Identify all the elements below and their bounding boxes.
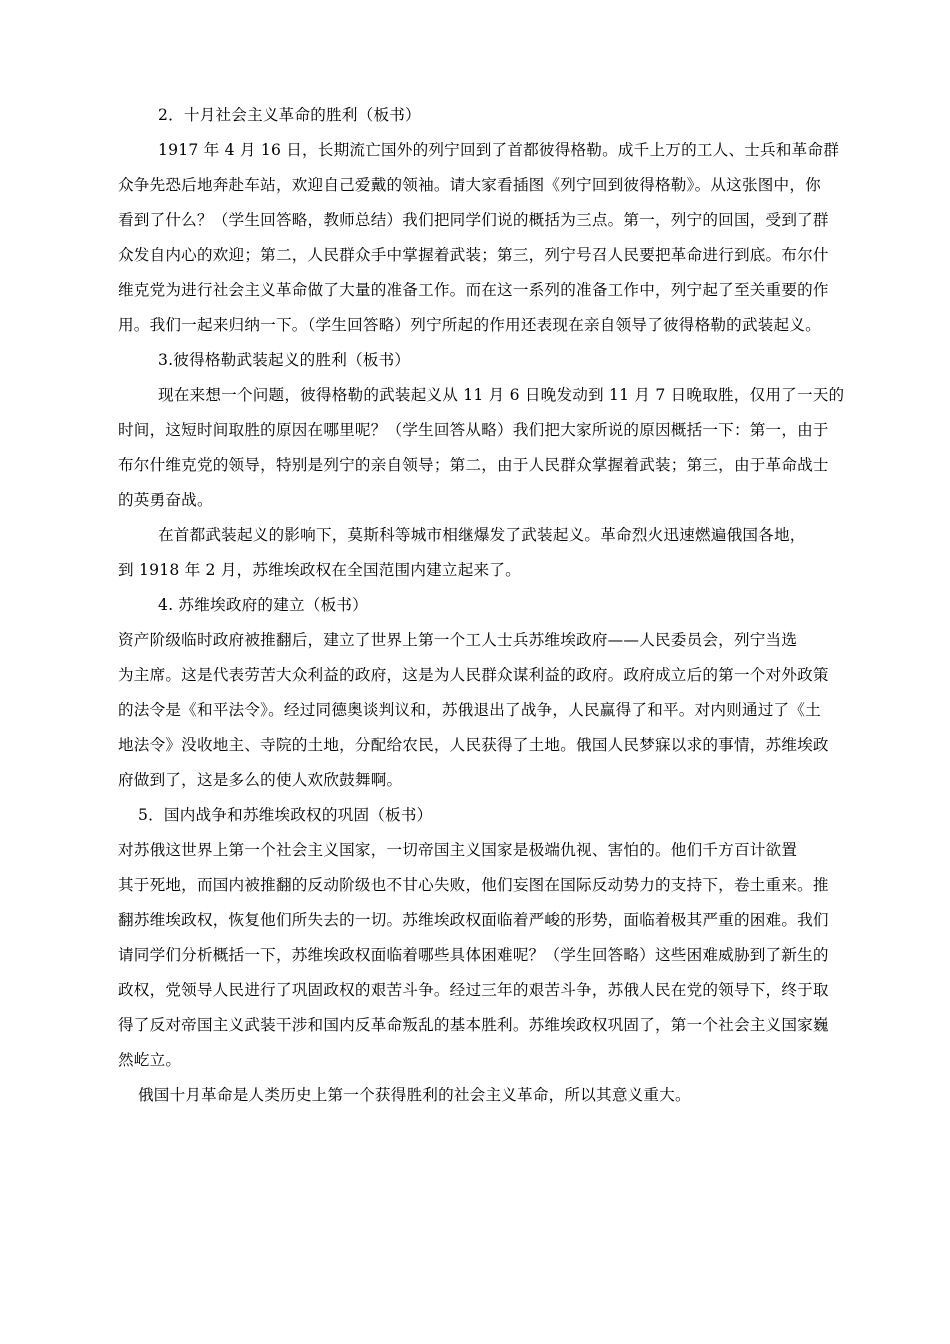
- paragraph-line: 对苏俄这世界上第一个社会主义国家，一切帝国主义国家是极端仇视、害怕的。他们千方百计欲置: [118, 841, 798, 859]
- paragraph-line: 得了反对帝国主义武装干涉和国内反革命叛乱的基本胜利。苏维埃政权巩固了，第一个社会主义国家巍: [118, 1016, 829, 1034]
- section-heading-2: 2．十月社会主义革命的胜利（板书）: [158, 106, 421, 124]
- paragraph-line: 现在来想一个问题，彼得格勒的武装起义从 11 月 6 日晚发动到 11 月 7 日晚取胜，仅用了一天的: [158, 386, 845, 404]
- paragraph-line: 的法令是《和平法令》。经过同德奥谈判议和，苏俄退出了战争，人民赢得了和平。对内则通过了《土: [118, 701, 821, 719]
- paragraph-line: 资产阶级临时政府被推翻后，建立了世界上第一个工人士兵苏维埃政府——人民委员会，列宁当选: [118, 631, 798, 649]
- paragraph-line: 请同学们分析概括一下，苏维埃政权面临着哪些具体困难呢？（学生回答略）这些困难威胁到了新生的: [118, 946, 829, 964]
- paragraph-line: 府做到了，这是多么的使人欢欣鼓舞啊。: [118, 771, 403, 789]
- section-heading-4: 4. 苏维埃政府的建立（板书）: [158, 596, 368, 614]
- paragraph-line: 政权，党领导人民进行了巩固政权的艰苦斗争。经过三年的艰苦斗争，苏俄人民在党的领导下，终于取: [118, 981, 829, 999]
- paragraph-line: 众争先恐后地奔赴车站，欢迎自己爱戴的领袖。请大家看插图《列宁回到彼得格勒》。从这张图中，你: [118, 176, 821, 194]
- paragraph-line: 布尔什维克党的领导，特别是列宁的亲自领导；第二，由于人民群众掌握着武装；第三，由于革命战士: [118, 456, 829, 474]
- paragraph-line: 众发自内心的欢迎；第二，人民群众手中掌握着武装；第三，列宁号召人民要把革命进行到底。布尔什: [118, 246, 829, 264]
- paragraph-line: 为主席。这是代表劳苦大众利益的政府，这是为人民群众谋利益的政府。政府成立后的第一个对外政策: [118, 666, 829, 684]
- paragraph-line: 翻苏维埃政权，恢复他们所失去的一切。苏维埃政权面临着严峻的形势，面临着极其严重的困难。我们: [118, 911, 829, 929]
- paragraph-line: 看到了什么？（学生回答略，教师总结）我们把同学们说的概括为三点。第一，列宁的回国，受到了群: [118, 211, 829, 229]
- paragraph-line: 的英勇奋战。: [118, 491, 213, 509]
- paragraph-line: 用。我们一起来归纳一下。（学生回答略）列宁所起的作用还表现在亲自领导了彼得格勒的武装起义。: [118, 316, 821, 334]
- paragraph-line: 地法令》没收地主、寺院的土地，分配给农民，人民获得了土地。俄国人民梦寐以求的事情，苏维埃政: [118, 736, 829, 754]
- paragraph-line: 1917 年 4 月 16 日，长期流亡国外的列宁回到了首都彼得格勒。成千上万的工人、士兵和革命群: [158, 141, 840, 159]
- section-heading-5: 5．国内战争和苏维埃政权的巩固（板书）: [138, 806, 433, 824]
- section-heading-3: 3.彼得格勒武装起义的胜利（板书）: [158, 351, 411, 369]
- paragraph-line: 在首都武装起义的影响下，莫斯科等城市相继爆发了武装起义。革命烈火迅速燃遍俄国各地，: [158, 526, 806, 544]
- paragraph-line: 到 1918 年 2 月，苏维埃政权在全国范围内建立起来了。: [118, 561, 521, 579]
- paragraph-line: 时间，这短时间取胜的原因在哪里呢？（学生回答从略）我们把大家所说的原因概括一下：第一，由于: [118, 421, 829, 439]
- paragraph-line: 维克党为进行社会主义革命做了大量的准备工作。而在这一系列的准备工作中，列宁起了至关重要的作: [118, 281, 829, 299]
- paragraph-line: 其于死地，而国内被推翻的反动阶级也不甘心失败，他们妄图在国际反动势力的支持下，卷土重来。推: [118, 876, 829, 894]
- paragraph-line: 然屹立。: [118, 1051, 182, 1069]
- paragraph-line: 俄国十月革命是人类历史上第一个获得胜利的社会主义革命，所以其意义重大。: [138, 1086, 691, 1104]
